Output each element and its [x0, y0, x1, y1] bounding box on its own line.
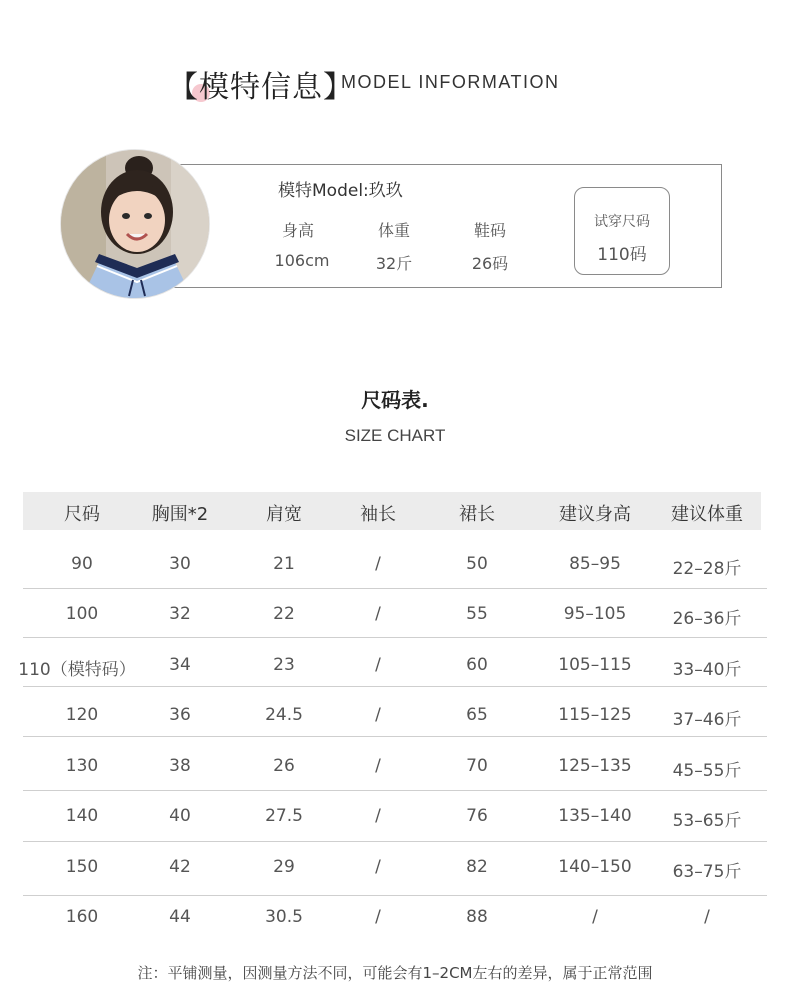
table-cell: 26 [273, 756, 295, 776]
tryon-size-label: 试穿尺码 [594, 214, 650, 230]
table-cell: 33–40斤 [672, 660, 742, 680]
table-cell: 70 [466, 756, 488, 776]
table-cell: / [592, 907, 598, 927]
table-row-divider [23, 637, 767, 638]
table-cell: 88 [466, 907, 488, 927]
table-cell: 150 [65, 857, 99, 877]
table-cell: 125–135 [558, 756, 632, 776]
measurement-note: 注：平铺测量，因测量方法不同，可能会有1–2CM左右的差异，属于正常范围 [137, 964, 653, 982]
table-cell: 26–36斤 [672, 609, 742, 629]
size-chart-title-en: SIZE CHART [344, 426, 446, 445]
table-cell: 85–95 [569, 554, 621, 574]
table-cell: 130 [65, 756, 99, 776]
table-cell: 21 [273, 554, 295, 574]
table-cell: / [375, 907, 381, 927]
table-header-cell: 袖长 [360, 504, 396, 525]
table-row-divider [23, 790, 767, 791]
table-row-divider [23, 736, 767, 737]
table-cell: 40 [169, 806, 191, 826]
table-cell: 22 [273, 604, 295, 624]
table-cell: / [704, 907, 710, 927]
table-header-cell: 建议体重 [671, 504, 743, 525]
table-cell: 22–28斤 [672, 559, 742, 579]
stat-label-shoe: 鞋码 [473, 221, 506, 240]
table-cell: 36 [169, 705, 191, 725]
table-cell: 63–75斤 [672, 862, 742, 882]
table-header-cell: 尺码 [64, 504, 100, 525]
table-cell: / [375, 806, 381, 826]
table-cell: 53–65斤 [672, 811, 742, 831]
stat-value-height: 106cm [274, 251, 330, 270]
table-cell: / [375, 554, 381, 574]
stat-value-weight: 32斤 [375, 254, 413, 273]
table-cell: 32 [169, 604, 191, 624]
table-cell: 115–125 [558, 705, 632, 725]
model-avatar [60, 149, 210, 299]
table-row-divider [23, 841, 767, 842]
table-row-divider [23, 686, 767, 687]
table-header-cell: 裙长 [459, 504, 495, 525]
table-cell: 60 [466, 655, 488, 675]
table-cell: / [375, 857, 381, 877]
table-cell: 110（模特码） [18, 660, 136, 680]
table-cell: 37–46斤 [672, 710, 742, 730]
table-cell: 29 [273, 857, 295, 877]
table-cell: / [375, 756, 381, 776]
table-cell: / [375, 655, 381, 675]
table-cell: 24.5 [265, 705, 303, 725]
table-header-cell: 胸围*2 [151, 504, 209, 525]
table-cell: 23 [273, 655, 295, 675]
table-cell: 100 [65, 604, 99, 624]
table-header-cell: 肩宽 [266, 504, 302, 525]
table-cell: 140–150 [558, 857, 632, 877]
stat-label-height: 身高 [281, 221, 314, 240]
table-row-divider [23, 588, 767, 589]
table-cell: 82 [466, 857, 488, 877]
table-cell: 105–115 [558, 655, 632, 675]
table-cell: / [375, 705, 381, 725]
model-name: 模特Model:玖玖 [278, 181, 403, 201]
tryon-size-value: 110码 [597, 245, 647, 265]
table-cell: 55 [466, 604, 488, 624]
table-header-cell: 建议身高 [559, 504, 631, 525]
table-cell: 44 [169, 907, 191, 927]
model-photo [61, 150, 210, 299]
table-row-divider [23, 895, 767, 896]
table-cell: 38 [169, 756, 191, 776]
table-cell: 27.5 [265, 806, 303, 826]
table-cell: 30.5 [265, 907, 303, 927]
section-title-zh: 【模特信息】 [168, 70, 354, 105]
stat-label-weight: 体重 [377, 221, 410, 240]
table-cell: 135–140 [558, 806, 632, 826]
size-chart-title-zh: 尺码表. [361, 388, 429, 412]
table-cell: 140 [65, 806, 99, 826]
table-cell: 34 [169, 655, 191, 675]
table-cell: 76 [466, 806, 488, 826]
table-cell: 45–55斤 [672, 761, 742, 781]
table-cell: 50 [466, 554, 488, 574]
section-title-en: MODEL INFORMATION [341, 72, 560, 92]
stat-value-shoe: 26码 [471, 254, 509, 273]
table-cell: 30 [169, 554, 191, 574]
table-cell: 120 [65, 705, 99, 725]
table-cell: 65 [466, 705, 488, 725]
table-cell: 160 [65, 907, 99, 927]
table-cell: 90 [71, 554, 93, 574]
table-cell: 95–105 [563, 604, 627, 624]
table-cell: / [375, 604, 381, 624]
table-cell: 42 [169, 857, 191, 877]
